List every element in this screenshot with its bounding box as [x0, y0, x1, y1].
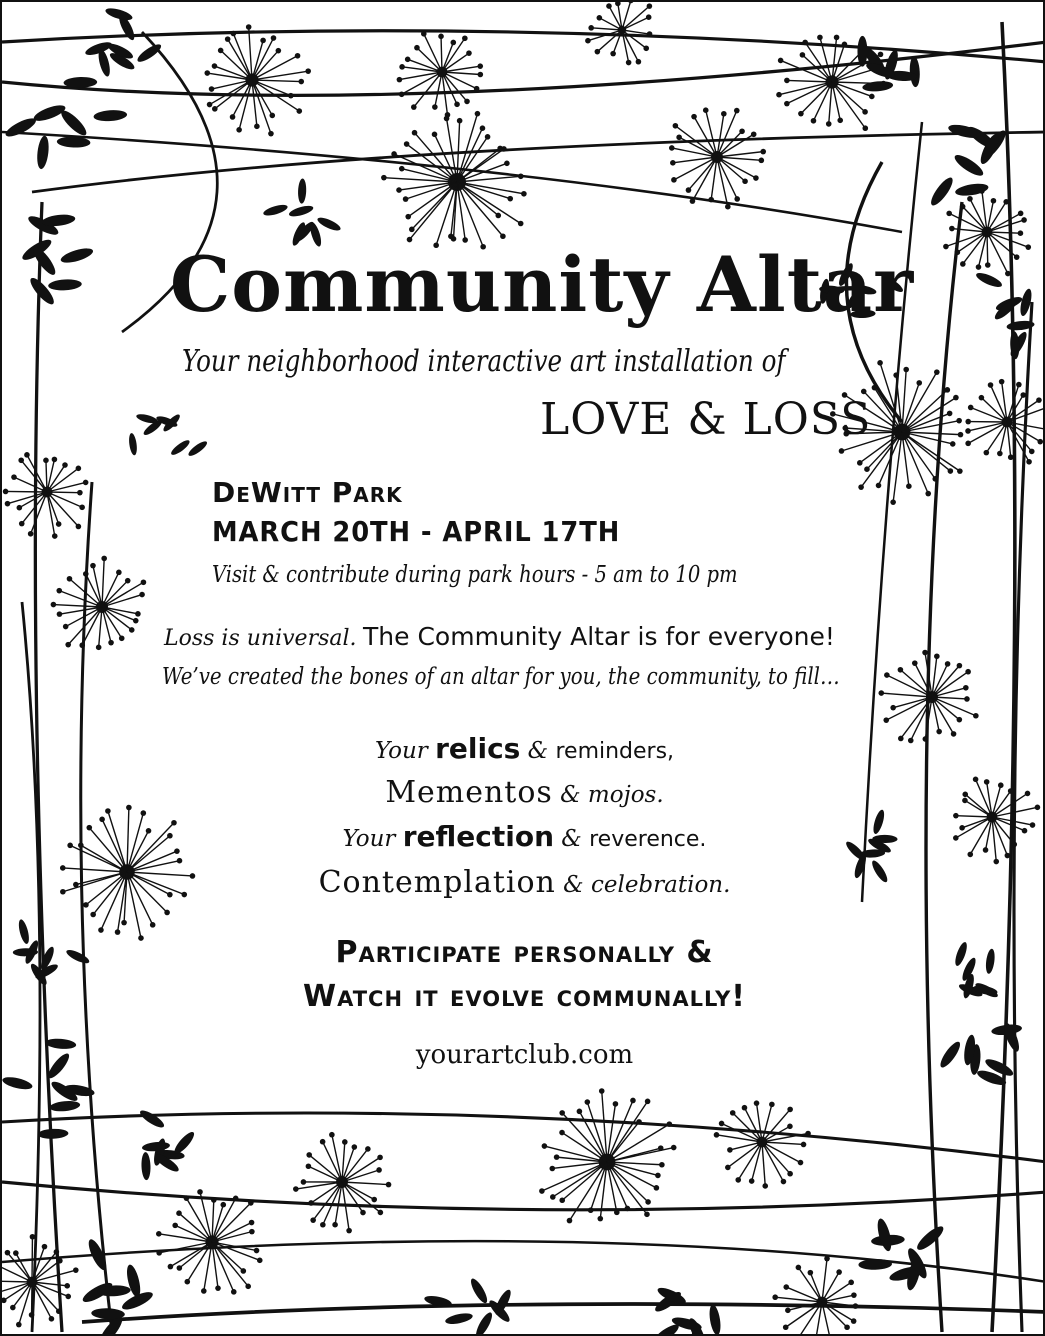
poem-word: &: [520, 738, 556, 764]
flyer-title: Community Altar: [169, 240, 915, 329]
poem-word: reminders,: [555, 739, 675, 764]
poem-line-1: [2, 732, 1045, 765]
event-location: DeWitt Park: [212, 476, 403, 509]
call-to-action-line-1: Participate personally &: [335, 935, 714, 970]
poem-word: reverence.: [589, 827, 707, 852]
event-hours: Visit & contribute during park hours - 5 am to 10 pm: [212, 562, 738, 588]
event-dates: MARCH 20TH - APRIL 17TH: [212, 515, 621, 548]
website-link[interactable]: yourartclub.com: [415, 1040, 634, 1070]
poem-word: reflection: [402, 820, 554, 853]
loss-statement: [164, 622, 835, 652]
poem-word: &: [554, 826, 590, 852]
poem-line-3: [2, 820, 1045, 853]
poem-word: Mementos: [385, 775, 553, 810]
poem-word: Your: [342, 826, 403, 852]
flyer-theme: LOVE & LOSS: [540, 394, 872, 445]
loss-intro: Loss is universal.: [164, 626, 357, 651]
poem-line-2: [2, 775, 1045, 810]
poem-word: & mojos.: [552, 782, 664, 808]
poem-word: Your: [374, 738, 436, 764]
poem-word: & celebration.: [555, 872, 731, 898]
flyer-subtitle: Your neighborhood interactive art installation of: [182, 344, 786, 379]
everyone-statement: The Community Altar is for everyone!: [363, 622, 835, 651]
poem-word: relics: [435, 732, 521, 765]
poem-line-4: [2, 865, 1045, 900]
poem-word: Contemplation: [318, 865, 556, 900]
bones-statement: We’ve created the bones of an altar for you, the community, to fill…: [162, 664, 840, 690]
call-to-action-line-2: Watch it evolve communally!: [303, 979, 746, 1014]
